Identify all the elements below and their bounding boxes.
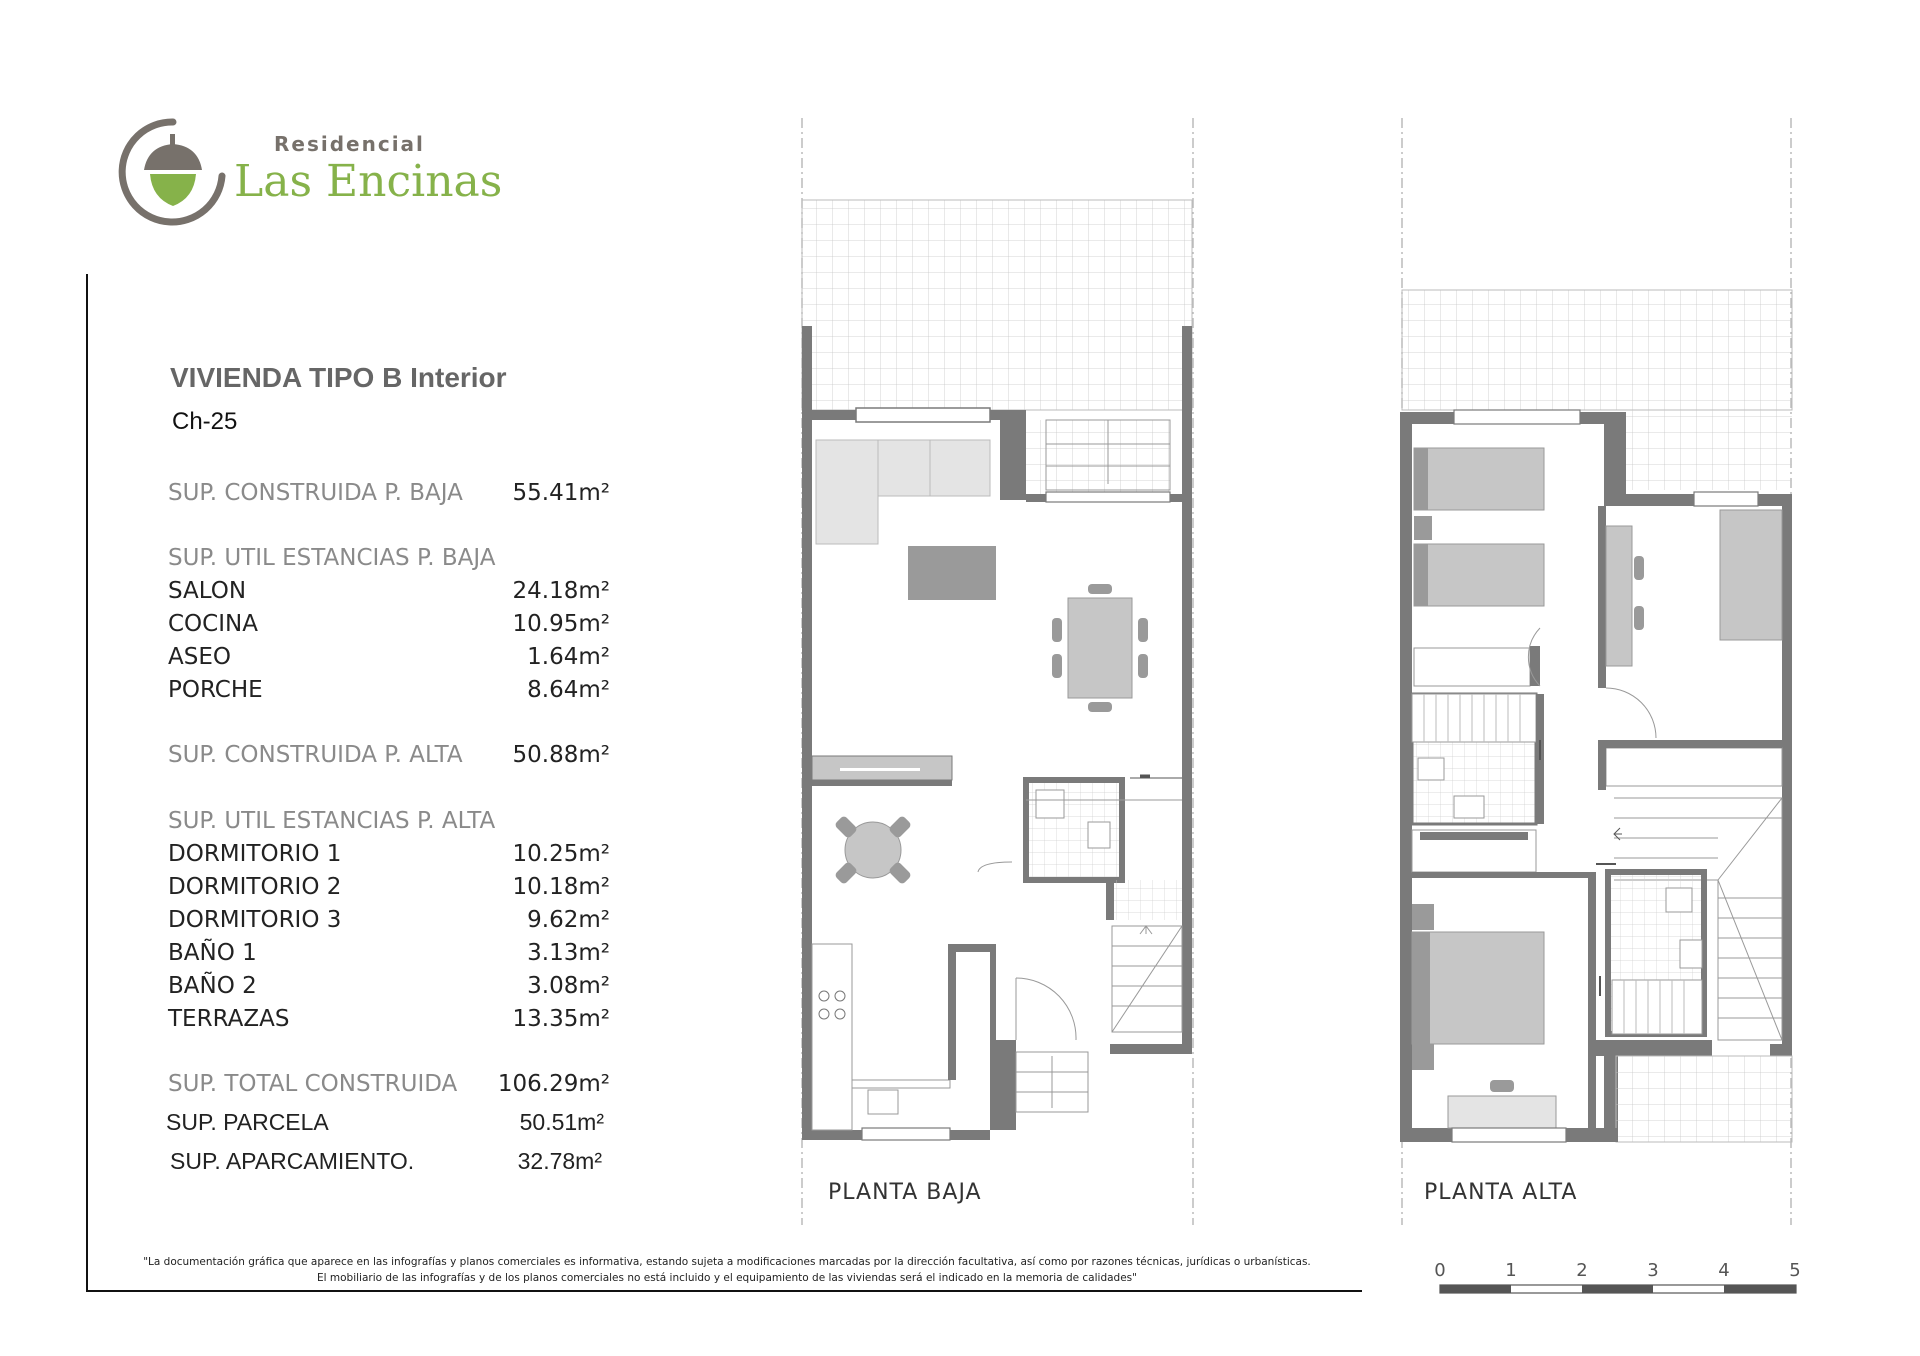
room-value: 9.62m²: [527, 907, 610, 933]
area-value: 106.29m²: [497, 1071, 610, 1097]
room-value: 3.08m²: [527, 973, 610, 999]
room-label: COCINA: [168, 611, 258, 637]
area-label: SUP. TOTAL CONSTRUIDA: [168, 1071, 458, 1097]
scale-bar: [1440, 1285, 1796, 1293]
room-label: TERRAZAS: [168, 1006, 290, 1032]
room-label: DORMITORIO 3: [168, 907, 342, 933]
area-label: SUP. APARCAMIENTO.: [170, 1148, 415, 1174]
area-heading: SUP. UTIL ESTANCIAS P. ALTA: [168, 808, 496, 834]
scale-tick-label: 2: [1576, 1260, 1588, 1281]
room-label: SALON: [168, 578, 247, 604]
area-value: 50.51m²: [519, 1109, 604, 1135]
brand-prefix: Residencial: [274, 132, 425, 156]
upper-floor-label: PLANTA ALTA: [1424, 1180, 1578, 1205]
room-label: DORMITORIO 1: [168, 841, 342, 867]
area-value: 55.41m²: [512, 480, 610, 506]
room-label: BAÑO 2: [168, 973, 257, 999]
area-label: SUP. CONSTRUIDA P. BAJA: [168, 480, 463, 506]
room-value: 10.18m²: [512, 874, 610, 900]
unit-code: Ch-25: [172, 408, 238, 435]
room-value: 10.25m²: [512, 841, 610, 867]
area-value: 32.78m²: [517, 1148, 602, 1174]
area-heading: SUP. UTIL ESTANCIAS P. BAJA: [168, 545, 496, 571]
room-value: 13.35m²: [512, 1006, 610, 1032]
scale-tick-label: 3: [1647, 1260, 1659, 1281]
scale-tick-label: 0: [1434, 1260, 1446, 1281]
scale-tick-label: 4: [1718, 1260, 1730, 1281]
room-value: 3.13m²: [527, 940, 610, 966]
room-label: ASEO: [168, 644, 231, 670]
room-label: BAÑO 1: [168, 940, 257, 966]
room-value: 8.64m²: [527, 677, 610, 703]
room-value: 24.18m²: [512, 578, 610, 604]
room-value: 1.64m²: [527, 644, 610, 670]
brand-name: Las Encinas: [234, 156, 503, 207]
area-label: SUP. PARCELA: [166, 1109, 329, 1135]
disclaimer-line-1: "La documentación gráfica que aparece en las infografías y planos comerciales es informativa, estando sujeta a modificaciones marcadas por la dirección facultativa, así como por razones técnicas, jurídicas o urbanísticas.: [143, 1256, 1311, 1268]
unit-title: VIVIENDA TIPO B Interior: [170, 362, 507, 393]
scale-tick-label: 1: [1505, 1260, 1517, 1281]
disclaimer-line-2: El mobiliario de las infografías y de los planos comerciales no está incluido y el equipamiento de las viviendas será el indicado en la memoria de calidades": [317, 1272, 1137, 1284]
area-value: 50.88m²: [512, 742, 610, 768]
ground-floor-plan: [802, 118, 1193, 1225]
ground-floor-label: PLANTA BAJA: [828, 1180, 982, 1205]
upper-floor-plan: [1400, 118, 1792, 1225]
room-label: PORCHE: [168, 677, 263, 703]
area-label: SUP. CONSTRUIDA P. ALTA: [168, 742, 463, 768]
scale-tick-label: 5: [1789, 1260, 1801, 1281]
room-value: 10.95m²: [512, 611, 610, 637]
room-label: DORMITORIO 2: [168, 874, 342, 900]
